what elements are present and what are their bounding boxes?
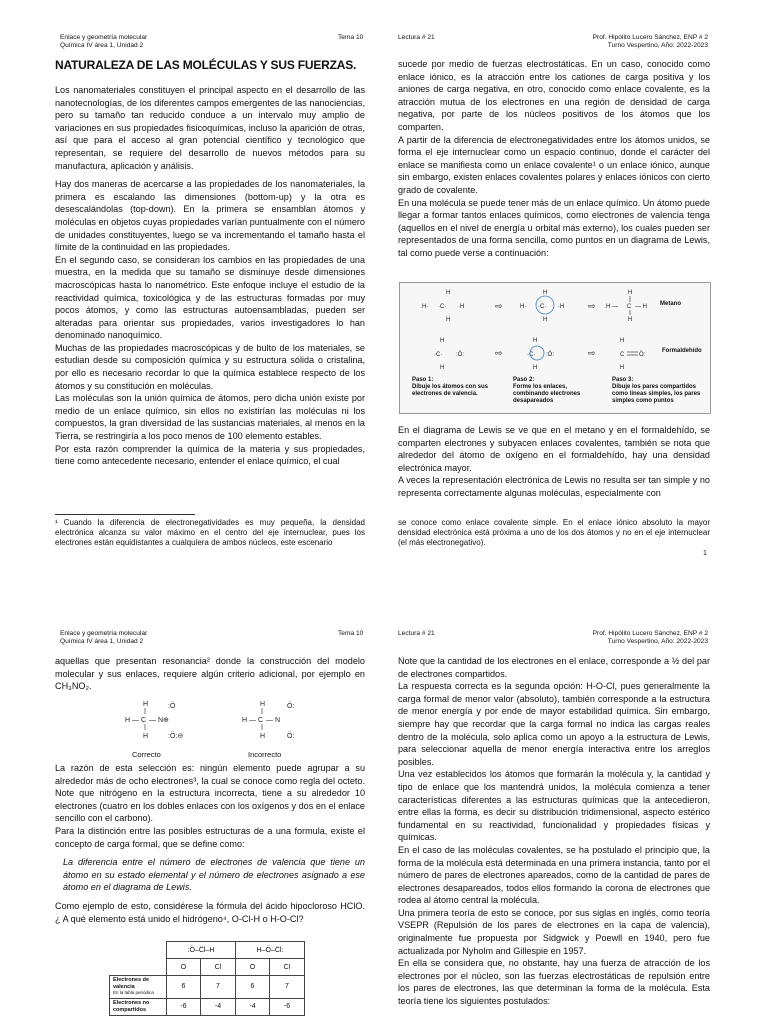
p1-right-column (398, 58, 710, 260)
table-cell: -4 (200, 998, 235, 1015)
table-cell: 7 (200, 976, 235, 999)
row-sublabel: En la tabla periódica (113, 990, 154, 995)
course-title: Enlace y geometría molecular (60, 630, 148, 637)
svg-text:⇨: ⇨ (588, 301, 596, 311)
p2-header-center: Tema 10 (338, 630, 364, 637)
footnote-left: ¹ Cuando la diferencia de electronegatividades es muy pequeña, la densidad electrónica alcanza su valor máximo en el centro del eje internuclear, pues los electrones están equidistantes a cualquiera de ambos núcleos, este escenario (55, 518, 365, 547)
paragraph: Por esta razón comprender la química de la materia y sus propiedades, tiene como antecedente necesario, entender el enlace químico, el cual (55, 443, 365, 467)
p2-header-right (508, 630, 708, 646)
svg-text:H: H (260, 733, 266, 740)
svg-text:·C·: ·C· (438, 304, 447, 310)
svg-text:C: C (141, 717, 147, 724)
svg-text:C: C (258, 717, 264, 724)
caption-correcto: Correcto (132, 750, 161, 759)
step3-caption: Paso 3: Dibuje los pares compartidos como líneas simples, los pares simples como puntos (612, 377, 701, 404)
svg-text:·H: ·H (558, 304, 565, 310)
svg-text::Ö:: :Ö: (456, 352, 465, 358)
svg-text::Ö:: :Ö: (546, 352, 555, 358)
p2-right-column (398, 655, 710, 1008)
nitromethane-structures (55, 698, 365, 758)
table-row (110, 998, 305, 1015)
table-cell: Cl (200, 959, 235, 976)
table-cell: 7 (269, 976, 304, 999)
svg-text:H·: H· (520, 304, 527, 310)
paragraph: A veces la representación electrónica de Lewis no resulta ser tan simple y no representa correctamente algunas moléculas, especialmente con (398, 475, 710, 498)
svg-text:⇨: ⇨ (495, 301, 503, 311)
paragraph: Una primera teoría de esto se conoce, por sus siglas en inglés, como teoría VSEPR (Repulsión de los pares de electrones en la capa de valencia), originalmente fue propuesta por Sidgwick y Poewll en 1940, pero fue actualizada por Nyholm and Gillespie en 1957. (398, 907, 710, 956)
p1-header-left (60, 34, 260, 50)
p1-header-right (508, 34, 708, 50)
svg-text:H: H (543, 317, 548, 323)
course-unit: Química IV área 1, Unidad 2 (60, 42, 144, 49)
page-title: NATURALEZA DE LAS MOLÉCULAS Y SUS FUERZAS. (55, 58, 357, 72)
p1-right-column-bottom (398, 424, 710, 500)
paragraph: En el segundo caso, se consideran los cambios en las propiedades de una muestra, en la medida que su tamaño se disminuye desde dimensiones macroscópicas hasta lo nanométrico. Este enfoque incluye el estudio de la reactividad química, toxicológica y de las estructuras formadas por muy pocos átomos, y como las estructuras autoensambladas, pueden ser alteradas para orientar sus propiedades, varios investigadores lo han denominado nanoquímico. (55, 254, 365, 341)
table-row (110, 976, 305, 999)
svg-text:— N: — N (266, 717, 280, 724)
table-cell: -6 (167, 998, 201, 1015)
svg-text:H: H (620, 338, 625, 344)
svg-text:H: H (628, 317, 633, 323)
svg-text:Ö:: Ö: (639, 352, 646, 358)
svg-text:H: H (533, 338, 538, 344)
svg-text:·H: ·H (458, 304, 465, 310)
paragraph: La razón de esta selección es: ningún elemento puede agrupar a su alrededor más de ocho electrones³, la cual se conoce como regla del octeto. Note que nitrógeno en la estructura incorrecta, tiene a su alrededor 10 electrones (cuatro en los dobles enlaces con los oxígenos y dos en el enlace sencillo con el carbono). (55, 763, 365, 824)
formal-charge-table (109, 941, 305, 1016)
svg-text:H: H (620, 365, 625, 371)
label-metano-text: Metano (660, 301, 681, 307)
paragraph: En una molécula se puede tener más de un enlace químico. Un átomo puede llegar a formar tantos enlaces químicos, como electrones de valencia tenga (aquellos en el nivel de energía u orbital más externo), los cuales pueden ser representados de una forma sencilla, como puntos en un diagrama de Lewis, tal como puede verse a continuación: (398, 197, 710, 258)
paragraph: Muchas de las propiedades macroscópicas y de bulto de los materiales, se estudian desde su composición química y su estructura sólida o cristalina, por ello es necesario recordar lo que la química establece respecto de los átomos y su constitución en moléculas. (55, 342, 365, 391)
paragraph: La respuesta correcta es la segunda opción: H-O-Cl, pues generalmente la carga formal de menor valor (absoluto), también corresponde a la estructura de menor energía y por ende de mayor estabilidad química. Sin embargo, siempre hay que recordar que la carga formal no indica las cargas reales dentro de la molécula, solo aplica como un apoyo a la estructura de Lewis, para seleccionar aquella de menor energía interactiva entre los arreglos posibles. (398, 681, 710, 767)
svg-text:·C·: ·C· (538, 304, 547, 310)
svg-text:H: H (440, 365, 445, 371)
svg-text:⇨: ⇨ (495, 348, 503, 358)
row-label: Electrones de valencia (113, 977, 150, 990)
row-label: Electrones no compartidos (110, 998, 167, 1015)
p1-header-lectura: Lectura # 21 (398, 34, 435, 41)
paragraph: En ella se considera que, no obstante, hay una fuerza de atracción de los electrones por el núcleo, son las fuerzas electrostáticas de repulsión entre los pares de electrones, las que determinan la forma de la molécula. Esta teoría tiene los siguientes postulados: (398, 958, 710, 1007)
paragraph: Las moléculas son la unión química de átomos, pero dicha unión existe por medio de un enlace químico, sin ellos no existirían las moléculas ni los compuestos, la gran diversidad de las sustancias materiales, al menos en la Tierra, se restringiría a los poco menos de 100 elemento estables. (55, 393, 365, 442)
formal-charge-definition: La diferencia entre el número de electrones de valencia que tiene un átomo en su estado elemental y el número de electrones asignado a ese átomo en el diagrama de Lewis. (63, 857, 365, 893)
paragraph: En el diagrama de Lewis se ve que en el metano y en el formaldehído, se comparten electrones y subyacen enlaces covalentes, también se nota que alrededor del átomo de oxígeno en el formaldehído, hay una densidad electrónica mayor. (398, 425, 710, 473)
svg-text::Ö: :Ö (168, 703, 176, 710)
footnote-divider (55, 514, 195, 515)
svg-text::Ö:⊖: :Ö:⊖ (168, 733, 184, 740)
svg-text:— H: — H (635, 304, 647, 310)
svg-text:— N⊕: — N⊕ (149, 717, 169, 724)
svg-text:H —: H — (606, 304, 618, 310)
paragraph: En el caso de las moléculas covalentes, se ha postulado el principio que, la forma de la molécula está determinada en una primera instancia, tanto por el número de pares de electrones apareados, como de la cantidad de pares de electrones desapareados, todos ellos formando la corona de electrones que rodea al átomo central la molécula. (398, 844, 710, 906)
school-term: Turno Vespertino, Año: 2022-2023 (607, 638, 708, 645)
svg-text:·C·: ·C· (527, 352, 536, 358)
table-cell: 6 (235, 976, 269, 999)
paragraph: Note que la cantidad de los electrones en el enlace, corresponde a ½ del par de electrones compartidos. (398, 656, 710, 679)
table-cell: -4 (235, 998, 269, 1015)
table-cell: -6 (269, 998, 304, 1015)
paragraph: Como ejemplo de esto, considérese la fórmula del ácido hipocloroso HClO. ¿ A qué elemento está unido el hidrógeno⁴, O-Cl-H o H-O-Cl? (55, 900, 365, 924)
svg-text:H: H (446, 290, 451, 296)
professor-name: Prof. Hipólito Lucero Sánchez, ENP # 2 (592, 630, 708, 637)
course-title: Enlace y geometría molecular (60, 34, 148, 41)
p2-header-left (60, 630, 260, 646)
paragraph: A partir de la diferencia de electronegatividades entre los átomos unidos, se forma el eje internuclear como un espacio continuo, donde el carácter del enlace se manifiesta como un enlace covalente¹ o un enlace iónico, aunque sin embargo, existen enlaces covalentes polares y enlaces iónicos con cierto grado de covalente. (398, 134, 710, 195)
p1-left-column (55, 58, 365, 468)
p2-left-column (55, 762, 365, 925)
table-row (110, 942, 305, 959)
school-term: Turno Vespertino, Año: 2022-2023 (607, 42, 708, 49)
step2-caption: Paso 2: Forme los enlaces, combinando electrones desapareados (513, 377, 581, 404)
svg-text:H: H (628, 290, 633, 296)
p2-header-lectura: Lectura # 21 (398, 630, 435, 637)
paragraph: Hay dos maneras de acercarse a las propiedades de los nanomateriales, la primera es escalando las dimensiones (bottom-up) y la otra es desescalándolas (top-down). En la primera se ensamblan átomos y moléculas en objetos cuyas propiedades varían puntualmente con el número de unidades constituyentes, luego se va incrementando el tamaño hasta el límite de la continuidad en las propiedades. (55, 179, 365, 253)
paragraph: sucede por medio de fuerzas electrostáticas. En un caso, conocido como enlace iónico, es la atracción entre los cationes de carga positiva y los aniones de carga negativa, en otro, conocido como enlace covalente, es la atracción mutua de los electrones en una región de densidad de carga negativa, por parte de los núcleos positivos de los átomos que los comparten. (398, 59, 710, 132)
svg-text:Ö:: Ö: (287, 703, 295, 710)
page-number: 1 (703, 550, 707, 557)
svg-text:H: H (260, 701, 266, 708)
svg-text:H: H (446, 317, 451, 323)
paragraph: Para la distinción entre las posibles estructuras de a una formula, existe el concepto de carga formal, que se define como: (55, 825, 365, 849)
svg-text:H: H (533, 365, 538, 371)
p1-header-center: Tema 10 (338, 34, 364, 41)
svg-text:C: C (620, 352, 625, 358)
svg-text:H: H (143, 733, 149, 740)
paragraph: Los nanomateriales constituyen el principal aspecto en el desarrollo de las nanotecnologías, de los diferentes campos emergentes de las nanociencias, pero su tamaño tan reducido conduce a un intervalo muy amplio de variaciones en sus propiedades fisicoquímicas, incluso la aparición de otras, así que para el acceso al gran potencial científico y tecnológico que representan, se requiere del desarrollo de nuevos métodos para su manufactura, aplicación y análisis. (55, 85, 365, 171)
svg-text:H·: H· (422, 304, 429, 310)
table-row (110, 959, 305, 976)
svg-text:Ö:: Ö: (287, 733, 295, 740)
svg-text:H: H (543, 290, 548, 296)
svg-text:H —: H — (125, 717, 139, 724)
step1-caption: Paso 1: Dibuje los átomos con sus electrones de valencia. (412, 377, 489, 397)
table-cell: O (167, 959, 201, 976)
paragraph: Una vez establecidos los átomos que formarán la molécula y, la cantidad y tipo de enlace que los mantendrá unidos, la molécula comienza a tener características diferentes a las estructuras químicas que la antecedieron, entre ellas la forma, es decir su distribución tridimensional, aspecto estérico fundamental en su reactividad, funcionalidad y propiedades físicas y químicas. (398, 769, 710, 843)
structure-1: :Ö–C̈l–H (167, 942, 236, 959)
paragraph: aquellas que presentan resonancia² donde la construcción del modelo molecular y sus enlaces, requiere algún criterio adicional, por ejemplo en CH₃NO₂. (55, 656, 365, 692)
label-formaldehido-text: Formaldehído (662, 348, 702, 354)
p2-left-intro (55, 655, 365, 693)
svg-text:⇨: ⇨ (588, 348, 596, 358)
table-cell: 6 (167, 976, 201, 999)
svg-text:H: H (440, 338, 445, 344)
svg-text:·C·: ·C· (434, 352, 443, 358)
svg-text:C: C (627, 304, 632, 310)
structure-2: H–Ö–C̈l: (235, 942, 304, 959)
svg-text:H: H (143, 701, 149, 708)
svg-text:H —: H — (242, 717, 256, 724)
professor-name: Prof. Hipólito Lucero Sánchez, ENP # 2 (592, 34, 708, 41)
footnote-right: se conoce como enlace covalente simple. En el enlace iónico absoluto la mayor densidad electrónica está próxima a uno de los dos átomos y no en el eje internuclear (el más electronegativo). (398, 518, 710, 547)
table-cell: O (235, 959, 269, 976)
table-cell: Cl (269, 959, 304, 976)
caption-incorrecto: Incorrecto (248, 750, 282, 759)
course-unit: Química IV área 1, Unidad 2 (60, 638, 144, 645)
